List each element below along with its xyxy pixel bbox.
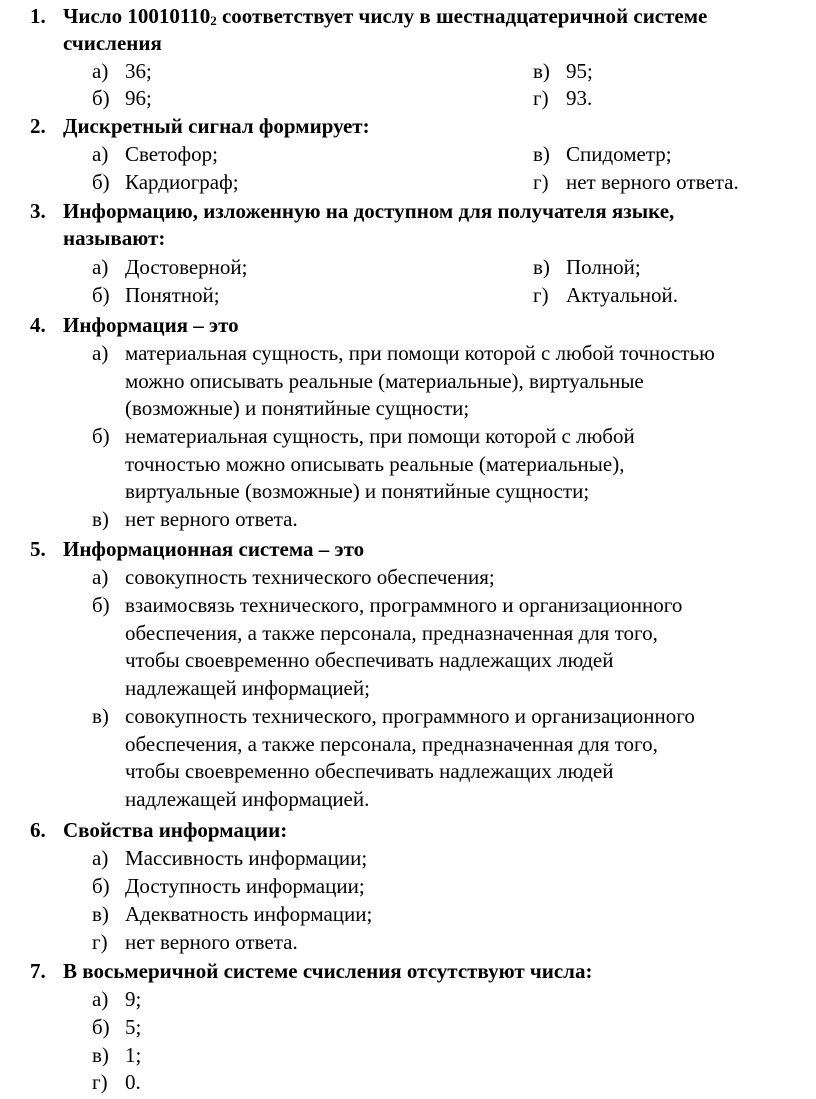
- question-text: Информация – это: [63, 313, 239, 337]
- question-text: В восьмеричной системе счисления отсутствуют числа:: [63, 959, 593, 983]
- option-text: Кардиограф;: [125, 170, 239, 194]
- option-text: 0.: [125, 1070, 141, 1094]
- option-label: б): [92, 86, 110, 110]
- option-text: Адекватность информации;: [125, 902, 373, 926]
- option-text-line: (возможные) и понятийные сущности;: [125, 396, 470, 420]
- option-label: в): [533, 142, 550, 166]
- question-text-line2: счисления: [63, 31, 162, 55]
- option-text-line: совокупность технического, программного и организационного: [125, 704, 695, 728]
- option-text-line: виртуальные (возможные) и понятийные сущности;: [125, 479, 590, 503]
- option-text: 95;: [566, 59, 593, 83]
- option-label: б): [92, 170, 110, 194]
- option-text: Спидометр;: [566, 142, 672, 166]
- option-text-line: обеспечения, а также персонала, предназначенная для того,: [125, 731, 658, 756]
- option-text: 1;: [125, 1043, 142, 1067]
- option-text: Понятной;: [125, 283, 220, 307]
- option-label: а): [92, 565, 109, 589]
- option-text: Светофор;: [125, 142, 218, 166]
- option-label: а): [92, 846, 109, 870]
- question-number: 7.: [30, 959, 46, 983]
- option-text: Доступность информации;: [125, 874, 365, 898]
- option-label: б): [92, 593, 110, 617]
- option-text-line: точностью можно описывать реальные (материальные),: [125, 451, 625, 476]
- question-number: 3.: [30, 199, 46, 223]
- option-text: 96;: [125, 86, 152, 110]
- option-text: 5;: [125, 1015, 142, 1039]
- option-text: 9;: [125, 987, 142, 1011]
- option-label: а): [92, 59, 109, 83]
- option-label: б): [92, 874, 110, 898]
- question-text-line2: называют:: [63, 226, 166, 250]
- option-label: г): [533, 170, 549, 194]
- option-text: Массивность информации;: [125, 846, 368, 870]
- option-text-line: чтобы своевременно обеспечивать надлежащих людей: [125, 648, 614, 672]
- option-label: б): [92, 424, 110, 448]
- option-text-line: надлежащей информацией.: [125, 786, 370, 811]
- question-number: 6.: [30, 818, 46, 842]
- option-label: а): [92, 987, 109, 1011]
- option-label: в): [533, 255, 550, 279]
- question-text: Свойства информации:: [63, 818, 288, 842]
- option-text: 93.: [566, 86, 593, 110]
- base-subscript: 2: [210, 13, 217, 28]
- option-text-line: можно описывать реальные (материальные), виртуальные: [125, 368, 644, 393]
- option-text-line: совокупность технического обеспечения;: [125, 565, 495, 589]
- question-text: Информацию, изложенную на доступном для получателя языке,: [63, 199, 675, 223]
- option-label: а): [92, 255, 109, 279]
- option-label: в): [533, 59, 550, 83]
- option-label: г): [533, 283, 549, 307]
- option-label: б): [92, 283, 110, 307]
- option-text: Полной;: [566, 255, 641, 279]
- question-text-main: Число 10010110: [63, 4, 211, 28]
- option-label: в): [92, 507, 109, 531]
- question-text-rest: соответствует числу в шестнадцатеричной системе: [216, 4, 708, 28]
- option-label: в): [92, 1043, 109, 1067]
- option-label: в): [92, 902, 109, 926]
- option-text-line: нет верного ответа.: [125, 507, 298, 531]
- option-text-line: взаимосвязь технического, программного и организационного: [125, 593, 683, 617]
- option-text-line: надлежащей информацией;: [125, 675, 370, 700]
- question-number: 5.: [30, 537, 46, 561]
- option-label: в): [92, 704, 109, 728]
- option-label: г): [92, 930, 108, 954]
- option-text-line: нематериальная сущность, при помощи которой с любой: [125, 424, 635, 448]
- option-label: а): [92, 142, 109, 166]
- option-text: нет верного ответа.: [125, 930, 298, 954]
- option-text-line: обеспечения, а также персонала, предназначенная для того,: [125, 620, 658, 645]
- option-text-line: чтобы своевременно обеспечивать надлежащих людей: [125, 759, 614, 783]
- question-text: Информационная система – это: [63, 537, 365, 561]
- option-label: г): [92, 1070, 108, 1094]
- option-label: б): [92, 1015, 110, 1039]
- question-number: 1.: [30, 4, 46, 28]
- question-number: 4.: [30, 313, 46, 337]
- option-text: нет верного ответа.: [566, 170, 739, 194]
- option-text: Достоверной;: [125, 255, 248, 279]
- option-text: Актуальной.: [566, 283, 679, 307]
- option-label: а): [92, 341, 109, 365]
- option-label: г): [533, 86, 549, 110]
- question-text: Дискретный сигнал формирует:: [63, 114, 370, 138]
- option-text-line: материальная сущность, при помощи которой с любой точностью: [125, 341, 715, 365]
- option-text: 36;: [125, 59, 152, 83]
- question-number: 2.: [30, 114, 46, 138]
